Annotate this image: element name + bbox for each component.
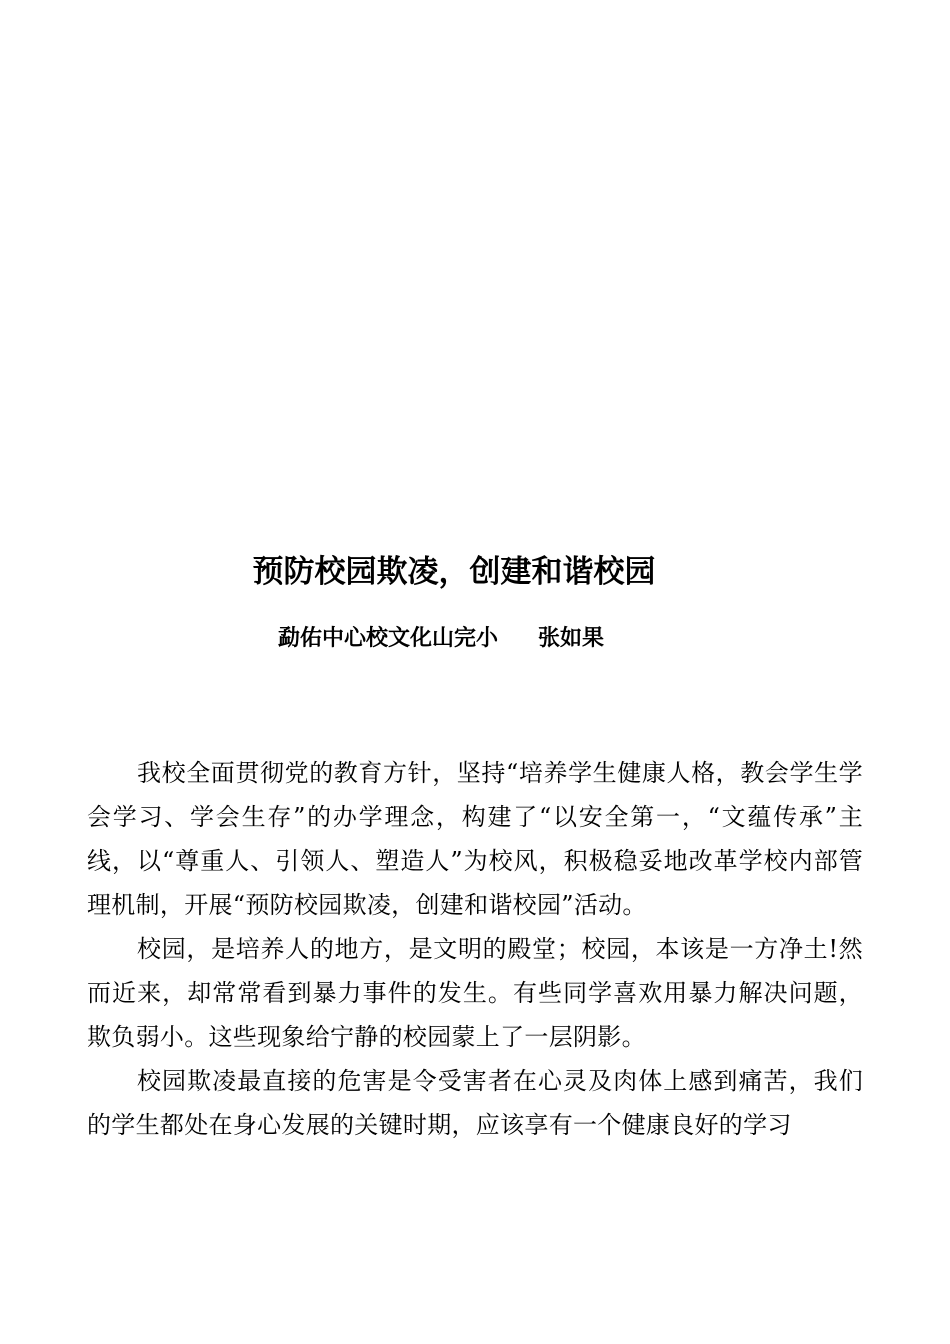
body-paragraph: 我校全面贯彻党的教育方针，坚持“培养学生健康人格，教会学生学会学习、学会生存”的办学理念，构建了“以安全第一，“文蕴传承”主线，以“尊重人、引领人、塑造人”为校风，积极稳妥地改革学校内部管理机制，开展“预防校园欺凌，创建和谐校园”活动。 bbox=[87, 759, 863, 919]
byline bbox=[278, 623, 604, 655]
byline-author: 张如果 bbox=[538, 626, 605, 651]
document-title: 预防校园欺凌，创建和谐校园 bbox=[252, 554, 656, 590]
byline-school: 勐佑中心校文化山完小 bbox=[278, 626, 499, 651]
body-paragraph: 校园，是培养人的地方，是文明的殿堂；校园，本该是一方净土!然而近来，却常常看到暴力事件的发生。有些同学喜欢用暴力解决问题，欺负弱小。这些现象给宁静的校园蒙上了一层阴影。 bbox=[87, 935, 863, 1051]
document-body bbox=[87, 751, 863, 1147]
body-paragraph: 校园欺凌最直接的危害是令受害者在心灵及肉体上感到痛苦，我们的学生都处在身心发展的关键时期，应该享有一个健康良好的学习 bbox=[87, 1067, 863, 1139]
